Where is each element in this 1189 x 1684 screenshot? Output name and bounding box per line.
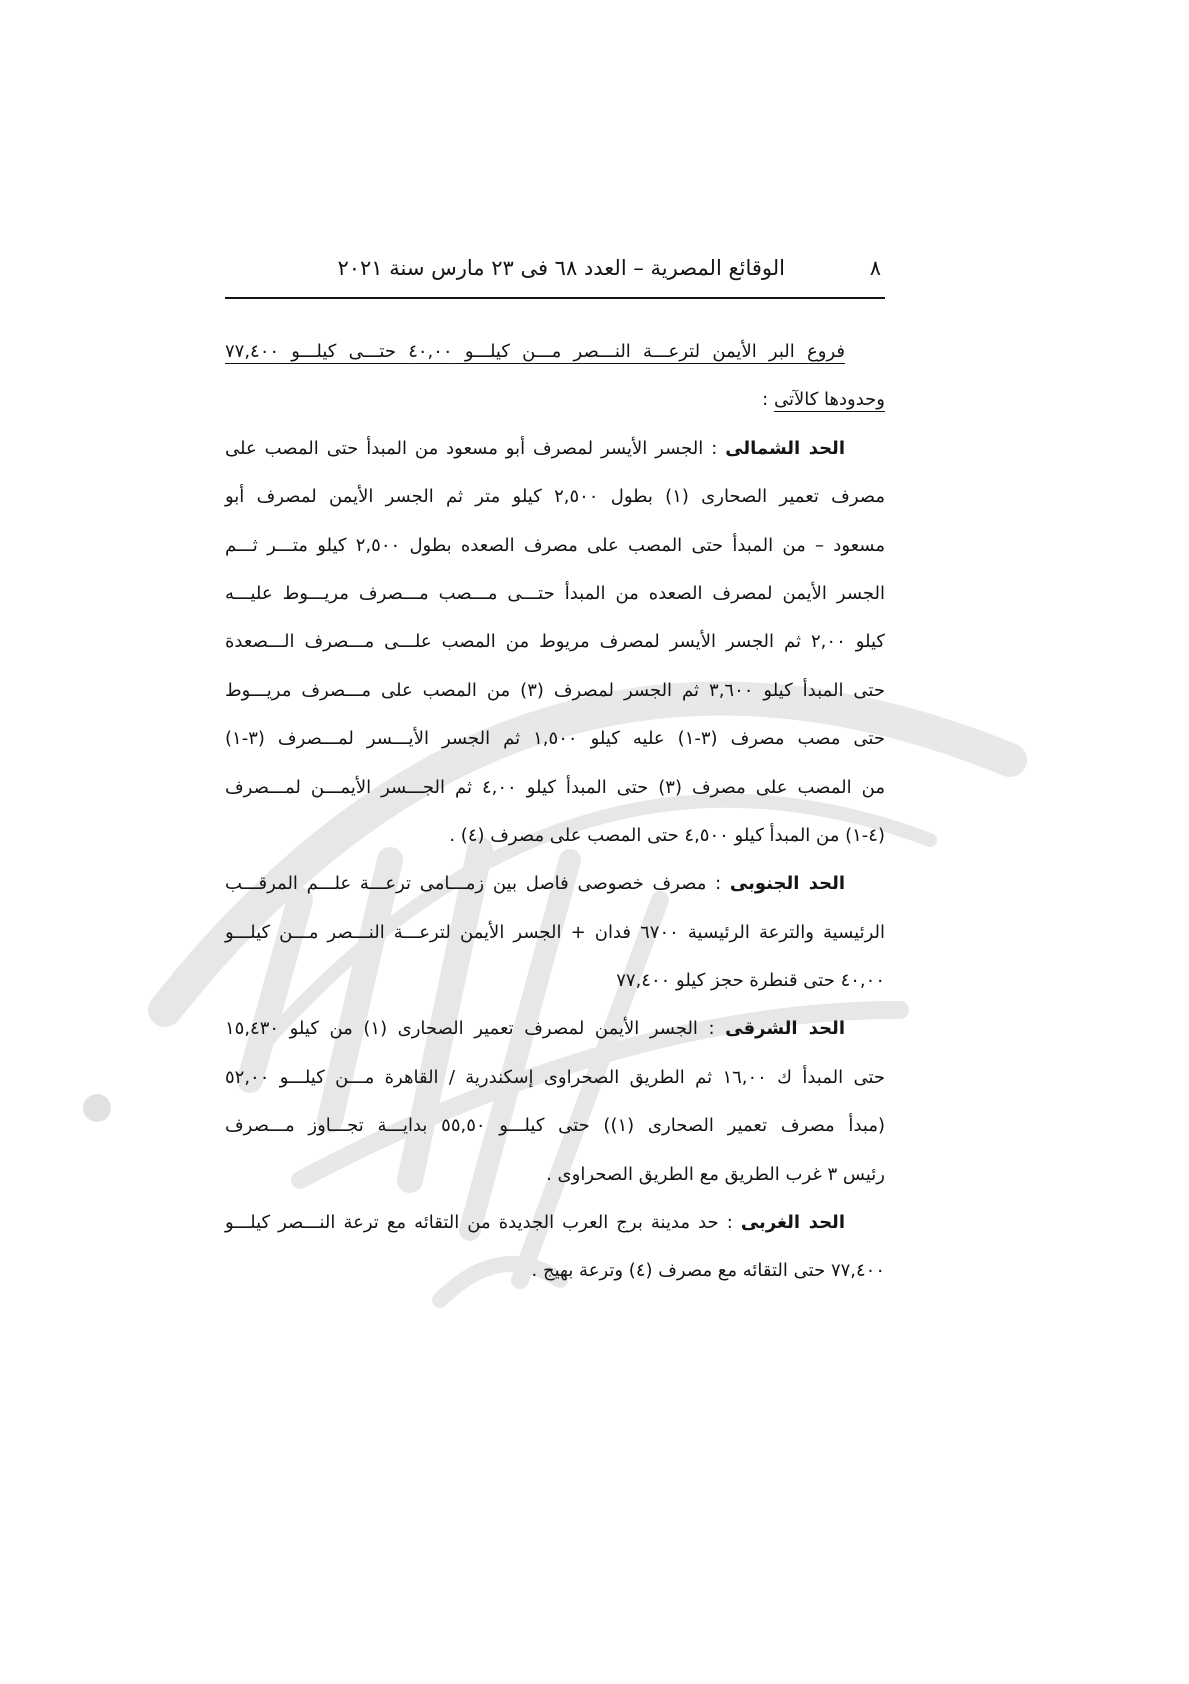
intro-title: فروع البر الأيمن لترعـــة النـــصر مـــن كيلـــو ٤٠,٠٠ حتـــى كيلـــو ٧٧,٤٠٠ <box>225 341 845 362</box>
text-line: كيلو ٢,٠٠ ثم الجسر الأيسر لمصرف مريوط من المصب علـــى مـــصرف الـــصعدة <box>225 631 885 653</box>
text-line: (٤-١) من المبدأ كيلو ٤,٥٠٠ حتى المصب على مصرف (٤) . <box>449 824 885 846</box>
text-line: رئيس ٣ غرب الطريق مع الطريق الصحراوى . <box>546 1163 885 1185</box>
text-line <box>225 1199 885 1247</box>
intro-colon: : <box>762 389 769 411</box>
west-boundary-text: : حد مدينة برج العرب الجديدة من التقائه مع ترعة النـــصر كيلـــو <box>225 1212 733 1234</box>
text-line: من المصب على مصرف (٣) حتى المبدأ كيلو ٤,٠٠ ثم الجـــسر الأيمـــن لمـــصرف <box>225 776 885 798</box>
text-line: حتى مصب مصرف (٣-١) عليه كيلو ١,٥٠٠ ثم الجسر الأيـــسر لمـــصرف (٣-١) <box>225 728 885 750</box>
watermark-dot <box>83 1094 111 1122</box>
gazette-title: الوقائع المصرية – العدد ٦٨ فى ٢٣ مارس سنة ٢٠٢١ <box>337 256 785 280</box>
page-header <box>225 250 885 290</box>
header-rule <box>225 297 885 299</box>
south-boundary-label: الحد الجنوبى <box>729 873 845 895</box>
text-line: حتى المبدأ ك ١٦,٠٠ ثم الطريق الصحراوى إسكندرية / القاهرة مـــن كيلـــو ٥٢,٠٠ <box>225 1066 886 1088</box>
text-line: الرئيسية والترعة الرئيسية ٦٧٠٠ فدان + الجسر الأيمن لترعـــة النـــصر مـــن كيلـــو <box>225 921 886 943</box>
text-line: حتى المبدأ كيلو ٣,٦٠٠ ثم الجسر لمصرف (٣) من المصب على مـــصرف مريـــوط <box>225 679 885 701</box>
text-line: الجسر الأيمن لمصرف الصعده من المبدأ حتـــى مـــصب مـــصرف مريـــوط عليـــه <box>225 582 885 604</box>
intro-subtitle: وحدودها كالآتى <box>773 389 885 411</box>
west-boundary-label: الحد الغربى <box>740 1212 845 1234</box>
text-line <box>225 1005 885 1053</box>
text-line: (مبدأ مصرف تعمير الصحارى (١)) حتى كيلـــو ٥٥,٥٠ بدايـــة تجـــاوز مـــصرف <box>225 1115 885 1137</box>
page-number: ٨ <box>869 256 881 280</box>
east-boundary-label: الحد الشرقى <box>725 1018 845 1040</box>
text-line <box>225 425 885 473</box>
text-line: مسعود – من المبدأ حتى المصب على مصرف الصعده بطول ٢,٥٠٠ كيلو متـــر ثـــم <box>225 534 886 556</box>
south-boundary-text: : مصرف خصوصى فاصل بين زمـــامى ترعـــة علـــم المرقـــب <box>225 873 722 895</box>
text-line: ٧٧,٤٠٠ حتى التقائه مع مصرف (٤) وترعة بهيج . <box>531 1260 885 1282</box>
text-line: ٤٠,٠٠ حتى قنطرة حجز كيلو ٧٧,٤٠٠ <box>616 970 885 992</box>
north-boundary-label: الحد الشمالى <box>725 437 845 459</box>
text-line <box>225 328 885 376</box>
text-line <box>225 376 885 424</box>
east-boundary-text: : الجسر الأيمن لمصرف تعمير الصحارى (١) من كيلو ١٥,٤٣٠ <box>225 1018 715 1040</box>
text-line: مصرف تعمير الصحارى (١) بطول ٢,٥٠٠ كيلو متر ثم الجسر الأيمن لمصرف أبو <box>225 486 886 508</box>
text-line <box>225 860 885 908</box>
north-boundary-text: : الجسر الأيسر لمصرف أبو مسعود من المبدأ حتى المصب على <box>225 437 718 459</box>
document-body <box>225 328 885 1296</box>
